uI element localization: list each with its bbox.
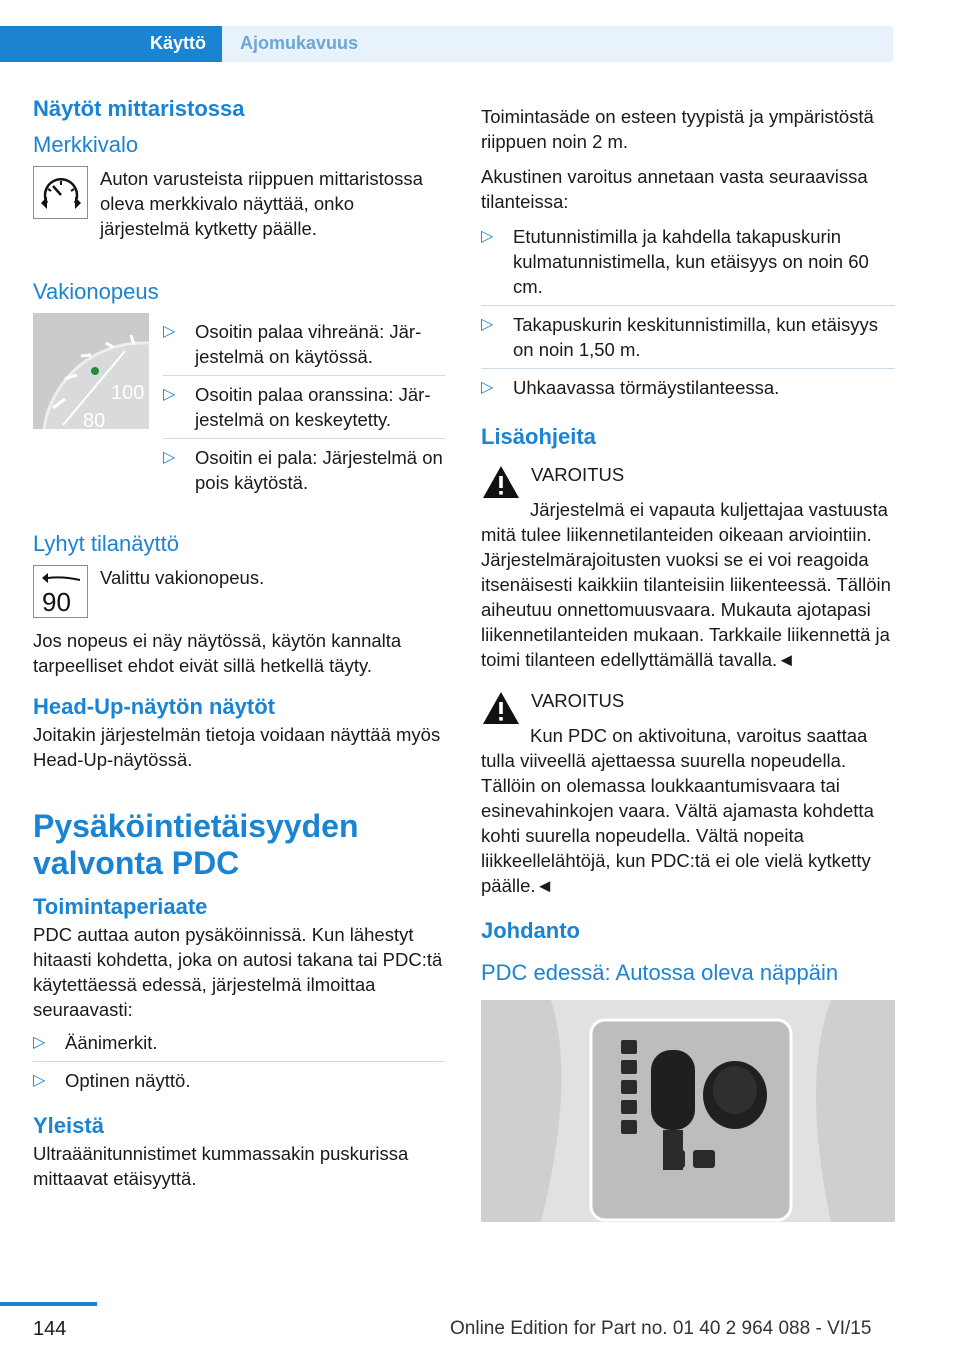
warning-block-2 — [481, 688, 895, 726]
left-column — [33, 96, 445, 1201]
triangle-bullet-icon: ▷ — [33, 1034, 46, 1051]
triangle-bullet-icon: ▷ — [481, 379, 494, 396]
heading-toimintaperiaate: Toimintaperiaate — [33, 894, 208, 919]
heading-lisaohjeita: Lisäohjeita — [481, 424, 596, 449]
jos-nopeus-text: Jos nopeus ei näy näytössä, käytön kannalta tarpeelliset ehdot eivät sillä hetkellä täyty. — [33, 630, 402, 676]
warning-block-1 — [481, 462, 895, 500]
list-item: ▷ Etutunnistimilla ja kahdella takapuskurin kulmatunnistimella, kun etäisyys on noin 60 cm. — [481, 218, 895, 306]
heading-lyhyt: Lyhyt tilanäyttö — [33, 531, 179, 556]
warning-title-2: VAROITUS — [531, 690, 625, 711]
toimintaperiaate-text: PDC auttaa auton pysäköinnissä. Kun lähestyt hitaasti kohdetta, joka on autosi takana tai PDC:tä käytettäessä edessä, järjestelmä ilmoittaa seuraavasti: — [33, 924, 443, 1020]
heading-merkkivalo: Merkkivalo — [33, 132, 139, 157]
lyhyt-text: Valittu vakionopeus. — [100, 567, 265, 588]
right-column — [481, 104, 895, 1222]
triangle-bullet-icon: ▷ — [163, 386, 176, 403]
triangle-bullet-icon: ▷ — [33, 1072, 46, 1089]
heading-yleista: Yleistä — [33, 1113, 104, 1138]
set-speed-number: 90 — [42, 587, 71, 617]
heading-johdanto: Johdanto — [481, 918, 580, 943]
list-item: ▷ Äänimerkit. — [33, 1024, 445, 1062]
set-speed-icon — [33, 565, 88, 618]
tab-ajomukavuus[interactable]: Ajomukavuus — [240, 33, 359, 53]
speedometer-image — [33, 313, 149, 429]
warning-triangle-icon — [481, 464, 521, 500]
triangle-bullet-icon: ▷ — [163, 323, 176, 340]
yleista-text: Ultraäänitunnistimet kummassakin puskurissa mittaavat etäisyyttä. — [33, 1143, 409, 1189]
list-item: ▷ Osoitin palaa vihreänä: Järjestelmä on käytössä. — [163, 313, 445, 376]
triangle-bullet-icon: ▷ — [163, 449, 176, 466]
triangle-bullet-icon: ▷ — [481, 316, 494, 333]
gauge-label-80: 80 — [83, 410, 106, 429]
list-item: ▷ Takapuskurin keskitunnistimilla, kun etäisyys on noin 1,50 m. — [481, 306, 895, 369]
akustinen-text: Akustinen varoitus annetaan vasta seuraavissa tilanteissa: — [481, 166, 868, 212]
center-console-image — [481, 1000, 895, 1222]
warning-title-1: VAROITUS — [531, 464, 625, 485]
triangle-bullet-icon: ▷ — [481, 228, 494, 245]
list-item: ▷ Osoitin palaa oranssina: Järjestelmä on keskeytetty. — [163, 376, 445, 439]
header-tabbar — [0, 26, 893, 62]
list-item: ▷ Uhkaavassa törmäystilanteessa. — [481, 377, 780, 398]
headup-text: Joitakin järjestelmän tietoja voidaan näyttää myös Head-Up-näytössä. — [33, 724, 441, 770]
cruise-control-icon — [33, 166, 88, 219]
toimintasade-text: Toimintasäde on esteen tyypistä ja ympäristöstä riippuen noin 2 m. — [481, 106, 874, 152]
list-item: ▷ Osoitin ei pala: Järjestelmä on pois käytöstä. — [163, 447, 443, 493]
tab-kaytto-label: Käyttö — [149, 33, 206, 53]
warning-text-2: Kun PDC on aktivoituna, varoitus saattaa tulla viiveellä ajettaessa suurella nopeudella. Tällöin on olemassa loukkaantumisvaara tai esinevahinkojen vaara. Vältä ajamasta kohdetta kohti suurella nopeudella. Vältä nopeita liikkeellelähtöjä, kun PDC:tä ei ole vielä kytketty päälle.◄ — [481, 725, 874, 896]
page-number: 144 — [33, 1318, 67, 1340]
heading-vakionopeus: Vakionopeus — [33, 279, 159, 304]
gauge-label-100: 100 — [111, 382, 145, 404]
list-item: ▷ Optinen näyttö. — [33, 1070, 191, 1091]
heading-pdc: Pysäköintietäisyyden valvonta PDC — [33, 808, 359, 881]
heading-headup: Head-Up-näytön näytöt — [33, 694, 275, 719]
heading-pdc-edessa: PDC edessä: Autossa oleva näppäin — [481, 960, 839, 985]
edition-footer: Online Edition for Part no. 01 40 2 964 088 - VI/15 — [450, 1318, 872, 1339]
warning-triangle-icon — [481, 690, 521, 726]
footer-accent-line — [0, 1302, 97, 1306]
heading-naytot: Näytöt mittaristossa — [33, 96, 245, 121]
tab-kaytto[interactable] — [0, 26, 222, 62]
merkkivalo-text: Auton varusteista riippuen mittaristossa oleva merkkivalo näyttää, onko järjestelmä kytketty päälle. — [100, 168, 423, 239]
warning-text-1: Järjestelmä ei vapauta kuljettajaa vastuusta mitä tulee liikennetilanteiden oikeaan arviointiin. Järjestelmärajoitusten vuoksi se ei voi reagoida itsenäisesti kaikkiin tilanteisiin liikenteessä. Tällöin aiheutuu onnettomuusvaara. Mukauta ajotapasi liikennetilanteiden mukaan. Tarkkaile liikennettä ja toimi tilanteen edellyttämällä tavalla.◄ — [481, 499, 891, 670]
